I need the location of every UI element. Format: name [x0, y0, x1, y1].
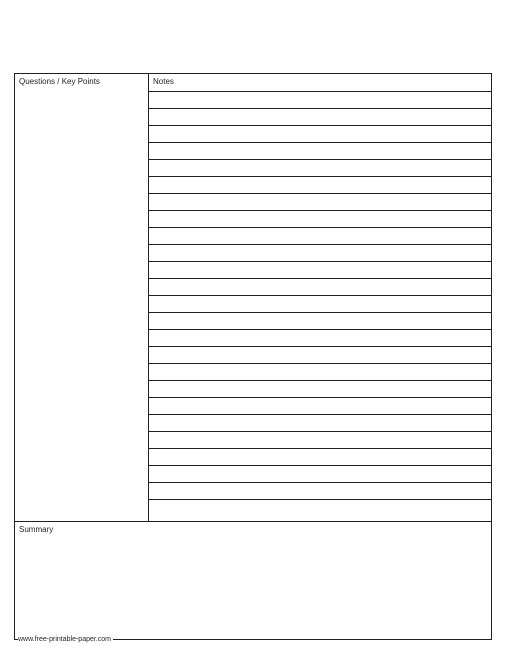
notes-ruled-line [149, 91, 491, 92]
notes-ruled-line [149, 482, 491, 483]
notes-ruled-line [149, 159, 491, 160]
notes-ruled-line [149, 125, 491, 126]
notes-ruled-line [149, 108, 491, 109]
notes-ruled-line [149, 261, 491, 262]
cues-heading: Questions / Key Points [19, 77, 100, 86]
footer-url: www.free-printable-paper.com [18, 636, 111, 643]
cues-column [15, 74, 149, 521]
notes-ruled-line [149, 346, 491, 347]
notes-ruled-line [149, 210, 491, 211]
notes-ruled-line [149, 312, 491, 313]
notes-column [149, 74, 491, 521]
notes-ruled-line [149, 380, 491, 381]
notes-ruled-line [149, 363, 491, 364]
notes-ruled-line [149, 414, 491, 415]
notes-ruled-line [149, 227, 491, 228]
notes-ruled-line [149, 244, 491, 245]
notes-ruled-line [149, 176, 491, 177]
summary-section [15, 521, 491, 639]
notes-heading: Notes [153, 77, 174, 86]
notes-ruled-line [149, 397, 491, 398]
summary-heading: Summary [19, 525, 54, 534]
notes-ruled-line [149, 295, 491, 296]
notes-ruled-line [149, 465, 491, 466]
notes-ruled-line [149, 329, 491, 330]
notes-ruled-line [149, 499, 491, 500]
notes-ruled-line [149, 193, 491, 194]
cornell-notes-sheet [14, 73, 492, 640]
notes-ruled-line [149, 431, 491, 432]
notes-ruled-line [149, 278, 491, 279]
notes-ruled-line [149, 142, 491, 143]
notes-ruled-line [149, 448, 491, 449]
